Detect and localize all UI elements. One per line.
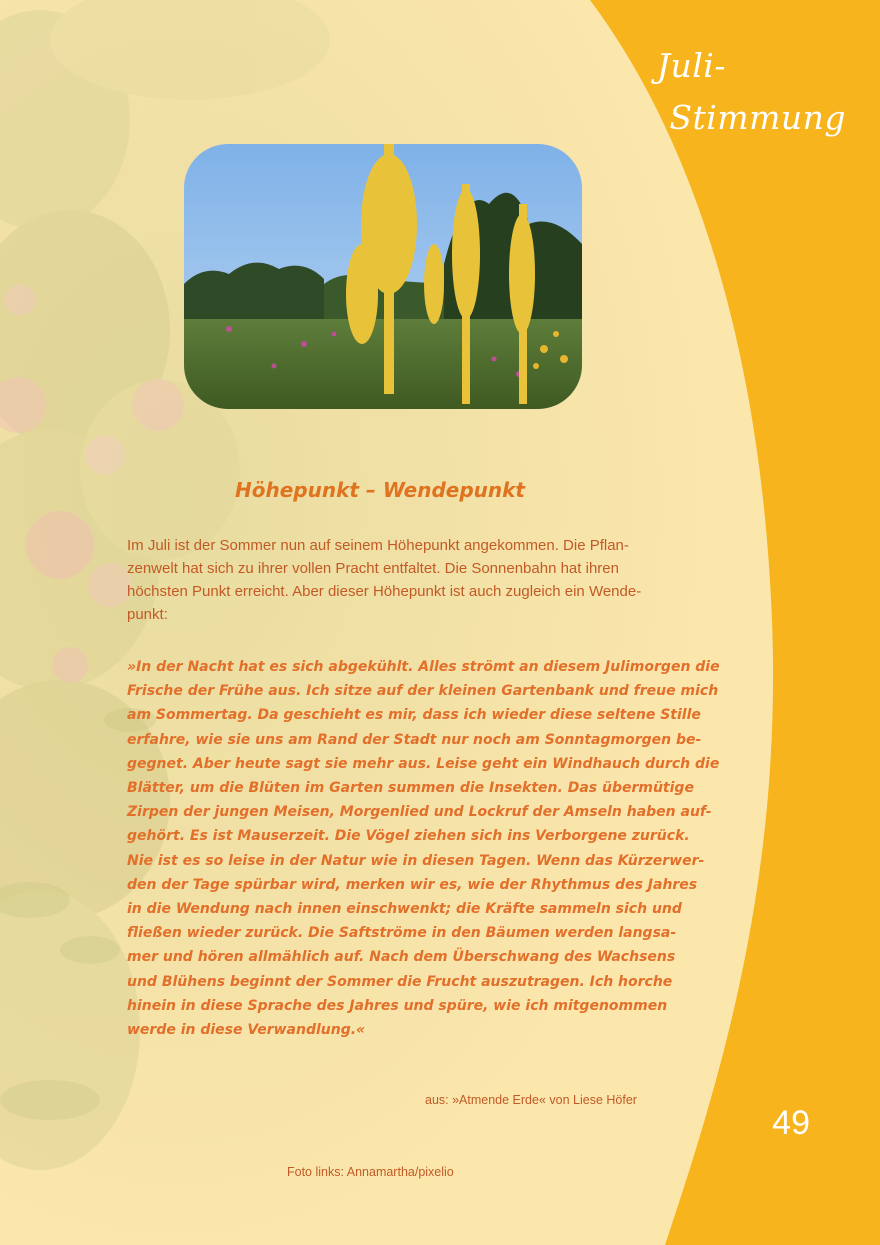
quote-paragraph — [127, 655, 727, 1042]
article-title: Höhepunkt – Wendepunkt — [235, 478, 525, 502]
quote-line: erfahre, wie sie uns am Rand der Stadt nur noch am Sonntagmorgen be- — [127, 731, 702, 748]
intro-line: punkt: — [127, 606, 168, 623]
intro-paragraph — [127, 534, 727, 626]
quote-line: werde in diese Verwandlung.« — [127, 1022, 366, 1039]
quote-line: in die Wendung nach innen einschwenkt; die Kräfte sammeln sich und — [127, 901, 682, 918]
quote-line: den der Tage spürbar wird, merken wir es, wie der Rhythmus des Jahres — [127, 876, 698, 893]
quote-line: »In der Nacht hat es sich abgekühlt. Alles strömt an diesem Julimorgen die — [127, 659, 720, 675]
intro-line: Im Juli ist der Sommer nun auf seinem Höhepunkt angekommen. Die Pflan- — [127, 537, 629, 554]
quote-source: aus: »Atmende Erde« von Liese Höfer — [425, 1093, 637, 1107]
quote-line: mer und hören allmählich auf. Nach dem Überschwang des Wachsens — [127, 949, 676, 966]
section-heading — [657, 40, 846, 144]
quote-line: gehört. Es ist Mauserzeit. Die Vögel ziehen sich ins Verborgene zurück. — [127, 828, 690, 845]
quote-line: hinein in diese Sprache des Jahres und spüre, wie ich mitgenommen — [127, 997, 668, 1014]
quote-line: Zirpen der jungen Meisen, Morgenlied und Lockruf der Amseln haben auf- — [127, 804, 712, 821]
section-heading-line1: Juli- — [656, 46, 726, 85]
intro-line: höchsten Punkt erreicht. Aber dieser Höhepunkt ist auch zugleich ein Wende- — [127, 583, 642, 600]
quote-line: am Sommertag. Da geschieht es mir, dass ich wieder diese seltene Stille — [127, 707, 701, 724]
quote-line: gegnet. Aber heute sagt sie mehr aus. Leise geht ein Windhauch durch die — [127, 755, 720, 772]
section-heading-line2: Stimmung — [669, 98, 846, 137]
page-number: 49 — [772, 1104, 810, 1142]
intro-line: zenwelt hat sich zu ihrer vollen Pracht entfaltet. Die Sonnenbahn hat ihren — [127, 560, 619, 577]
quote-line: fließen wieder zurück. Die Saftströme in den Bäumen werden langsa- — [127, 925, 677, 942]
meadow-photo — [184, 144, 582, 409]
quote-line: und Blühens beginnt der Sommer die Frucht auszutragen. Ich horche — [127, 973, 673, 990]
photo-credit: Foto links: Annamartha/pixelio — [287, 1165, 454, 1179]
quote-line: Frische der Frühe aus. Ich sitze auf der kleinen Gartenbank und freue mich — [127, 683, 719, 700]
quote-line: Nie ist es so leise in der Natur wie in diesen Tagen. Wenn das Kürzerwer- — [127, 852, 705, 869]
quote-line: Blätter, um die Blüten im Garten summen die Insekten. Das übermütige — [127, 780, 694, 797]
